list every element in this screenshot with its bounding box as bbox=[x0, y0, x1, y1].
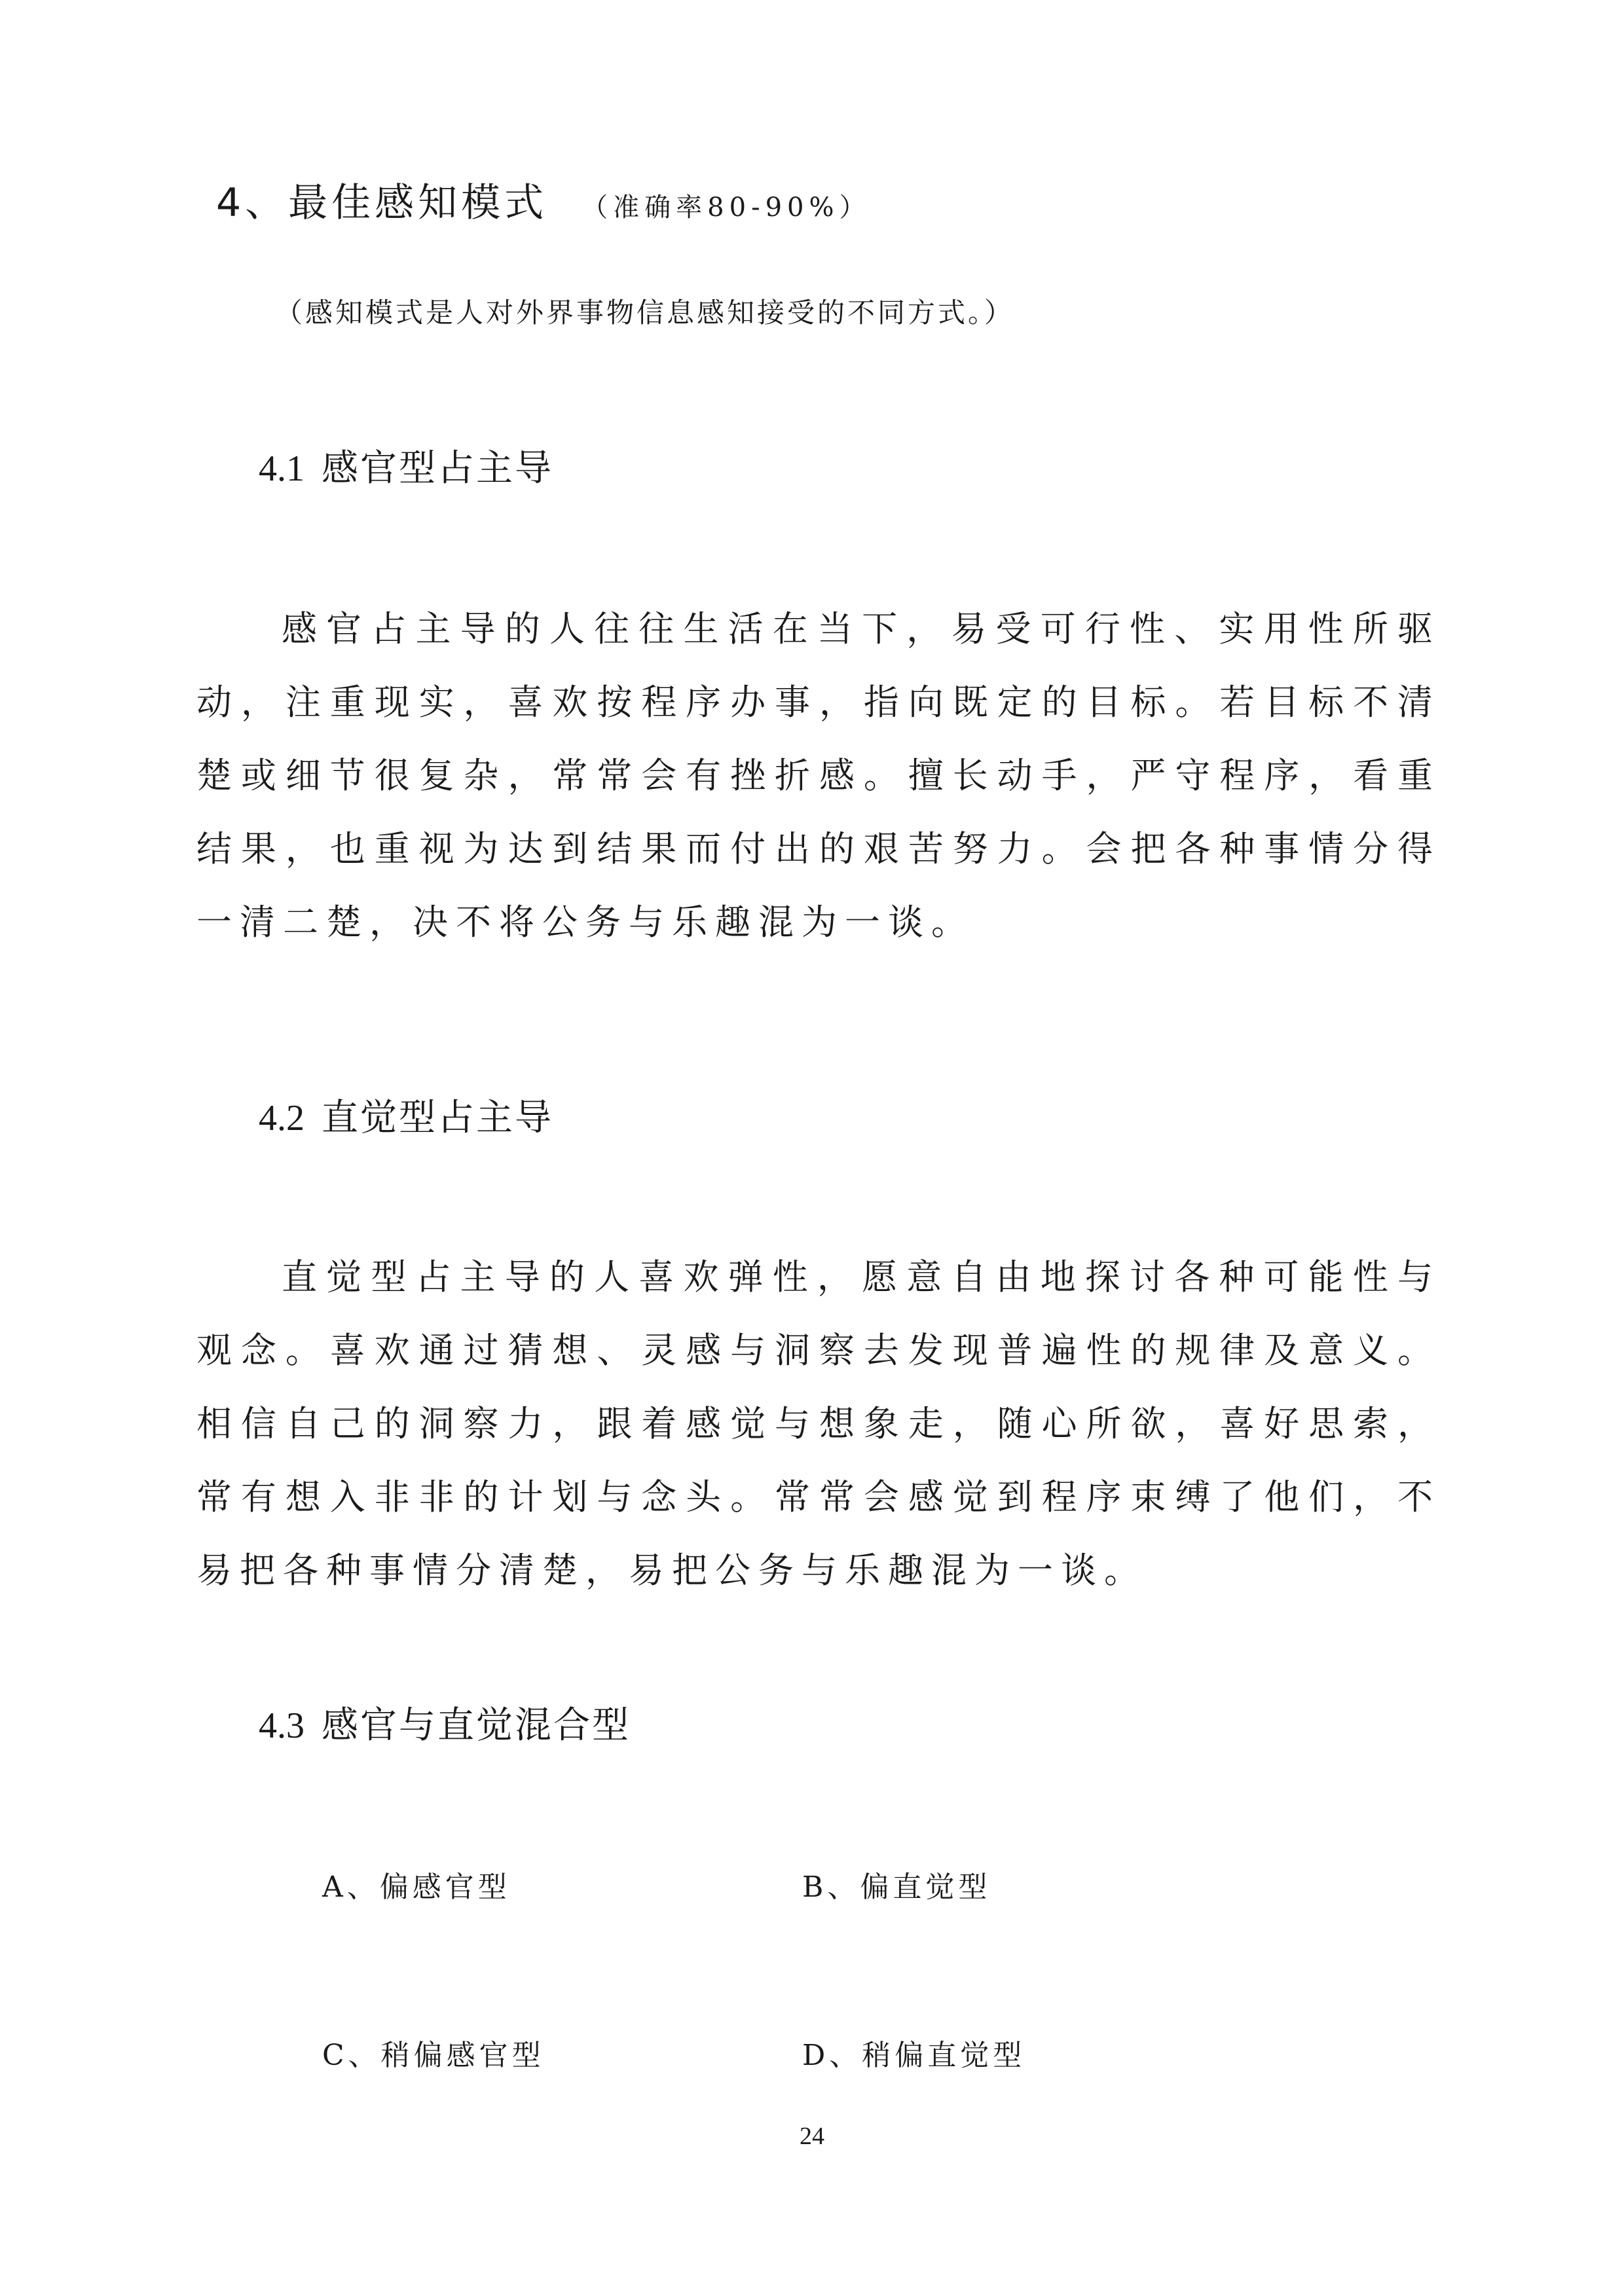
option-d: D、稍偏直觉型 bbox=[802, 2039, 1026, 2072]
paragraph-intuition-dominant: 直觉型占主导的人喜欢弹性，愿意自由地探讨各种可能性与观念。喜欢通过猜想、灵感与洞察去发现普遍性的规律及意义。相信自己的洞察力，跟着感觉与想象走，随心所欲，喜好思索，常有想入非非的计划与念头。常常会感觉到程序束缚了他们，不易把各种事情分清楚，易把公务与乐趣混为一谈。 bbox=[196, 1256, 1441, 1591]
section-intro-note: （感知模式是人对外界事物信息感知接受的不同方式。） bbox=[275, 297, 1015, 329]
accuracy-note: （准确率80-90%） bbox=[581, 192, 871, 223]
subsection-heading-4-1 bbox=[259, 444, 553, 494]
subsection-title: 感官与直觉混合型 bbox=[322, 1704, 631, 1747]
option-b: B、偏直觉型 bbox=[802, 1870, 991, 1904]
subsection-number: 4.3 bbox=[259, 1705, 304, 1746]
option-a: A、偏感官型 bbox=[322, 1870, 511, 1904]
section-title: 4、最佳感知模式 bbox=[216, 180, 548, 226]
subsection-title: 感官型占主导 bbox=[322, 447, 553, 490]
subsection-heading-4-2 bbox=[259, 1093, 553, 1143]
subsection-title: 直觉型占主导 bbox=[322, 1097, 553, 1139]
option-c: C、稍偏感官型 bbox=[322, 2039, 545, 2072]
page-number: 24 bbox=[800, 2123, 824, 2150]
subsection-number: 4.2 bbox=[259, 1098, 304, 1139]
subsection-heading-4-3 bbox=[259, 1701, 631, 1751]
paragraph-sensing-dominant: 感官占主导的人往往生活在当下，易受可行性、实用性所驱动，注重现实，喜欢按程序办事，指向既定的目标。若目标不清楚或细节很复杂，常常会有挫折感。擅长动手，严守程序，看重结果，也重视为达到结果而付出的艰苦努力。会把各种事情分得一清二楚，决不将公务与乐趣混为一谈。 bbox=[196, 608, 1441, 943]
section-heading bbox=[216, 177, 871, 234]
subsection-number: 4.1 bbox=[259, 448, 304, 489]
